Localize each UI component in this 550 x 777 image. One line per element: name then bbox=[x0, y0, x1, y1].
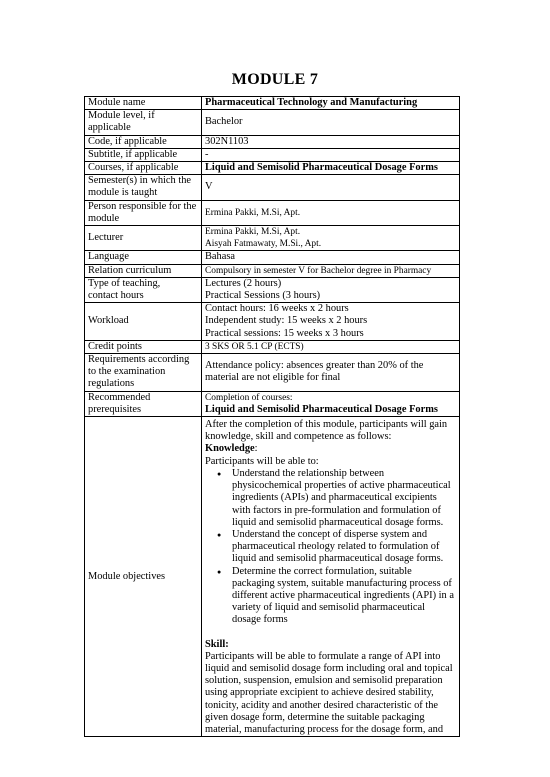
course-value: Liquid and Semisolid Pharmaceutical Dosage Forms bbox=[205, 162, 438, 174]
row-label: Subtitle, if applicable bbox=[85, 148, 202, 161]
table-row bbox=[85, 175, 460, 200]
row-label bbox=[85, 391, 202, 416]
row-label: Relation curriculum bbox=[85, 264, 202, 277]
knowledge-list bbox=[205, 468, 456, 627]
row-value bbox=[202, 162, 460, 175]
row-label: Semester(s) in which the module is taught bbox=[85, 175, 202, 200]
row-label: Module name bbox=[85, 97, 202, 110]
module-title: MODULE 7 bbox=[231, 71, 319, 88]
prerequisite-intro: Completion of courses: bbox=[205, 392, 293, 403]
list-item: ● Understand the relationship between physicochemical properties of active pharmaceutical ingredients (APIs) and pharmaceutical excipients with factors in pre-formulation and formulation of liquid and semisolid pharmaceutical dosage forms. bbox=[205, 468, 456, 529]
table-row bbox=[85, 200, 460, 225]
prerequisite-course: Liquid and Semisolid Pharmaceutical Dosage Forms bbox=[205, 403, 438, 415]
row-label-line: Type of teaching, bbox=[88, 277, 161, 289]
row-label: Language bbox=[85, 251, 202, 264]
objectives-intro: After the completion of this module, participants will gain knowledge, skill and competence as follows: bbox=[205, 419, 448, 443]
table-row bbox=[85, 226, 460, 251]
row-label-line: contact hours bbox=[88, 290, 144, 302]
row-value bbox=[202, 226, 460, 251]
objectives-cell: After the completion of this module, participants will gain knowledge, skill and competence as follows: Knowledge: Participants will be able to: ● Understand the relationship between physicochemical properties of active pharmaceutical ingredients (APIs) and pharmaceutical excipients with factors in pre-formulation and formulation of liquid and semisolid pharmaceutical dosage forms. ● Understand the concept of disperse system and pharmaceutical rheology related to formulation of liquid and semisolid pharmaceutical dosage forms. ● Determine the correct formulation, suitable packaging system, suitable manufacturing process of different active pharmaceutical ingredients (API) in a variety of liquid and semisolid pharmaceutical dosage forms Skill: Participants will be able to formulate a range of API into liquid and semisolid dosage form including oral and topical solution, suspension, emulsion and semisolid preparation using appropriate excipient to achieve desired stability, tonicity, acidity and another desired characteristic of the given dosage form, determine the suitable packaging material, manufacturing process for the dosage form, and bbox=[202, 417, 460, 737]
lecturer-2: Aisyah Fatmawaty, M.Si., Apt. bbox=[205, 239, 322, 250]
teaching-line: Practical Sessions (3 hours) bbox=[205, 290, 321, 302]
table-row bbox=[85, 264, 460, 277]
table-row bbox=[85, 148, 460, 161]
table-row bbox=[85, 340, 460, 353]
row-label-line: Recommended bbox=[88, 391, 151, 403]
row-label-line: prerequisites bbox=[88, 403, 142, 415]
row-label: Requirements according to the examination regulations bbox=[85, 354, 202, 392]
row-value: Ermina Pakki, M.Si, Apt. bbox=[202, 200, 460, 225]
table-row bbox=[85, 391, 460, 416]
table-row bbox=[85, 417, 460, 737]
row-value: 302N1103 bbox=[202, 135, 460, 148]
skill-text: Participants will be able to formulate a range of API into liquid and semisolid dosage form including oral and topical solution, suspension, emulsion and semisolid preparation using appropriate excipient to achieve desired stability, tonicity, acidity and another desired characteristic of the given dosage form, determine the suitable packaging material, manufacturing process for the dosage form, and bbox=[205, 650, 453, 735]
table-row bbox=[85, 135, 460, 148]
row-label: Courses, if applicable bbox=[85, 162, 202, 175]
row-value bbox=[202, 277, 460, 302]
row-value bbox=[202, 391, 460, 416]
row-label: Module level, if applicable bbox=[85, 110, 202, 135]
teaching-line: Lectures (2 hours) bbox=[205, 277, 282, 289]
table-row bbox=[85, 354, 460, 392]
row-value bbox=[202, 303, 460, 341]
table-row bbox=[85, 251, 460, 264]
row-value bbox=[202, 97, 460, 110]
workload-line: Practical sessions: 15 weeks x 3 hours bbox=[205, 327, 364, 339]
list-item: ● Determine the correct formulation, suitable packaging system, suitable manufacturing process of different active pharmaceutical ingredients (API) in a variety of liquid and semisolid pharmaceutical dosage forms bbox=[205, 566, 456, 627]
table-row bbox=[85, 110, 460, 135]
row-label: Code, if applicable bbox=[85, 135, 202, 148]
workload-line: Independent study: 15 weeks x 2 hours bbox=[205, 315, 368, 327]
knowledge-intro: Participants will be able to: bbox=[205, 455, 319, 467]
row-value: Attendance policy: absences greater than 20% of the material are not eligible for final bbox=[202, 354, 460, 392]
row-label: Person responsible for the module bbox=[85, 200, 202, 225]
table-row bbox=[85, 162, 460, 175]
row-value: Compulsory in semester V for Bachelor degree in Pharmacy bbox=[202, 264, 460, 277]
row-value: Bachelor bbox=[202, 110, 460, 135]
row-value: 3 SKS OR 5.1 CP (ECTS) bbox=[202, 340, 460, 353]
workload-line: Contact hours: 16 weeks x 2 hours bbox=[205, 303, 349, 315]
table-row bbox=[85, 277, 460, 302]
row-value: Bahasa bbox=[202, 251, 460, 264]
row-label: Workload bbox=[85, 303, 202, 341]
row-label bbox=[85, 277, 202, 302]
list-item: ● Understand the concept of disperse system and pharmaceutical rheology related to formulation of liquid and semisolid pharmaceutical dosage forms. bbox=[205, 529, 456, 566]
row-label: Credit points bbox=[85, 340, 202, 353]
table-row bbox=[85, 97, 460, 110]
lecturer-1: Ermina Pakki, M.Si, Apt. bbox=[205, 227, 301, 238]
row-label: Lecturer bbox=[85, 226, 202, 251]
row-value: - bbox=[202, 148, 460, 161]
module-name-value: Pharmaceutical Technology and Manufacturing bbox=[205, 97, 418, 108]
row-label: Module objectives bbox=[85, 417, 202, 737]
skill-heading: Skill: bbox=[205, 638, 229, 650]
row-value: V bbox=[202, 175, 460, 200]
knowledge-heading: Knowledge bbox=[205, 443, 255, 455]
module-table bbox=[84, 96, 460, 737]
table-row bbox=[85, 303, 460, 341]
